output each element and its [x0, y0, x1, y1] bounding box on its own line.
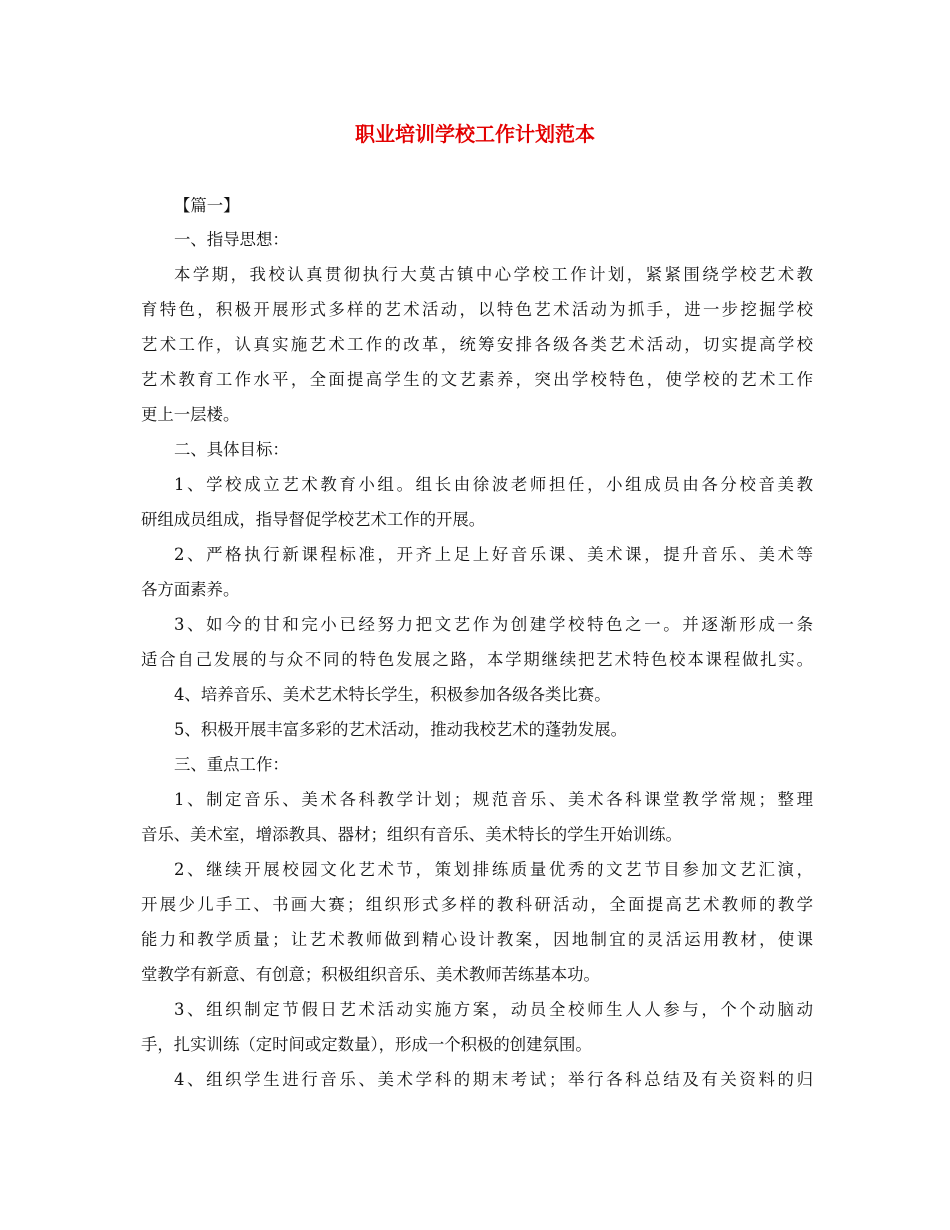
paragraph-line: 育特色，积极开展形式多样的艺术活动，以特色艺术活动为抓手，进一步挖掘学校 — [141, 300, 813, 319]
paragraph-line: 艺术教育工作水平，全面提高学生的文艺素养，突出学校特色，使学校的艺术工作 — [141, 370, 813, 389]
paragraph-line: 1、学校成立艺术教育小组。组长由徐波老师担任，小组成员由各分校音美教 — [174, 475, 813, 494]
paragraph-line: 本学期，我校认真贯彻执行大莫古镇中心学校工作计划，紧紧围绕学校艺术教 — [174, 265, 813, 284]
paragraph-line: 各方面素养。 — [141, 580, 240, 599]
paragraph-line: 能力和教学质量；让艺术教师做到精心设计教案，因地制宜的灵活运用教材，使课 — [141, 930, 813, 949]
paragraph-line: 音乐、美术室，增添教具、器材；组织有音乐、美术特长的学生开始训练。 — [141, 825, 682, 844]
section-heading: 三、重点工作： — [174, 755, 289, 774]
section-heading: 一、指导思想： — [174, 230, 289, 249]
document-title: 职业培训学校工作计划范本 — [355, 122, 595, 146]
paragraph-line: 2、继续开展校园文化艺术节，策划排练质量优秀的文艺节目参加文艺汇演， — [174, 860, 813, 879]
paragraph-line: 研组成员组成，指导督促学校艺术工作的开展。 — [141, 510, 486, 529]
paragraph-line: 堂教学有新意、有创意；积极组织音乐、美术教师苦练基本功。 — [141, 965, 600, 984]
paragraph-line: 4、组织学生进行音乐、美术学科的期末考试；举行各科总结及有关资料的归 — [174, 1070, 813, 1089]
paragraph-line: 3、如今的甘和完小已经努力把文艺作为创建学校特色之一。并逐渐形成一条 — [174, 615, 813, 634]
paragraph-line: 艺术工作，认真实施艺术工作的改革，统筹安排各级各类艺术活动，切实提高学校 — [141, 335, 813, 354]
paragraph-line: 1、制定音乐、美术各科教学计划；规范音乐、美术各科课堂教学常规；整理 — [174, 790, 813, 809]
paragraph-line: 5、积极开展丰富多彩的艺术活动，推动我校艺术的蓬勃发展。 — [174, 720, 627, 739]
paragraph-line: 更上一层楼。 — [141, 405, 240, 424]
paragraph-line: 适合自己发展的与众不同的特色发展之路，本学期继续把艺术特色校本课程做扎实。 — [141, 650, 813, 669]
section-heading: 二、具体目标： — [174, 440, 289, 459]
paragraph-line: 4、培养音乐、美术艺术特长学生，积极参加各级各类比赛。 — [174, 685, 611, 704]
paragraph-line: 开展少儿手工、书画大赛；组织形式多样的教科研活动，全面提高艺术教师的教学 — [141, 895, 813, 914]
paragraph-line: 2、严格执行新课程标准，开齐上足上好音乐课、美术课，提升音乐、美术等 — [174, 545, 813, 564]
section-heading: 【篇一】 — [174, 196, 240, 215]
paragraph-line: 手，扎实训练（定时间或定数量），形成一个积极的创建氛围。 — [141, 1035, 592, 1054]
paragraph-line: 3、组织制定节假日艺术活动实施方案，动员全校师生人人参与，个个动脑动 — [174, 1000, 813, 1019]
